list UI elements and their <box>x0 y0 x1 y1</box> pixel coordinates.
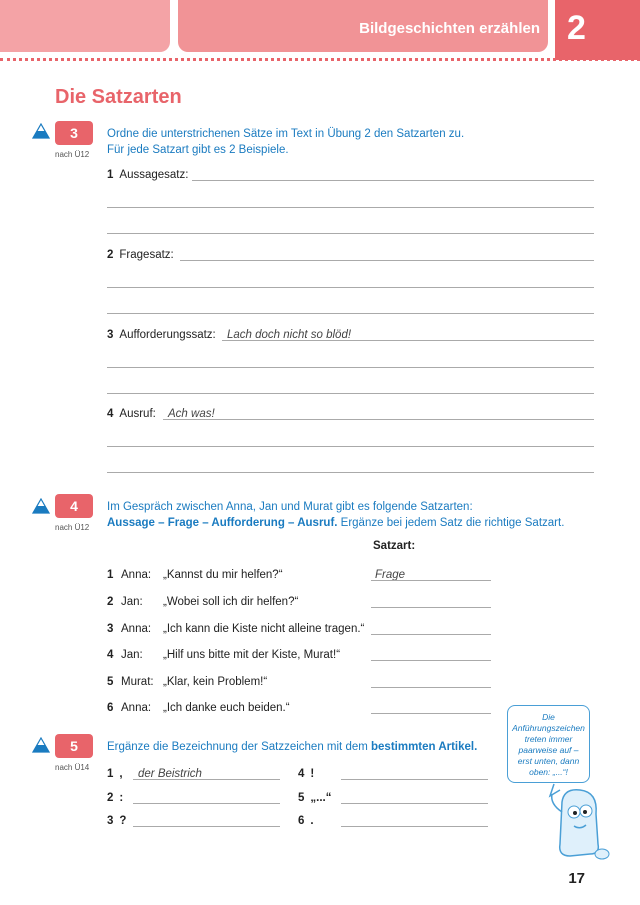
answer-line[interactable] <box>107 233 594 234</box>
answer-line[interactable] <box>107 472 594 473</box>
answer-line[interactable] <box>107 287 594 288</box>
task-number-badge: 3 <box>55 121 93 145</box>
column-header: Satzart: <box>373 540 416 552</box>
task-instruction: Im Gespräch zwischen Anna, Jan und Murat gibt es folgende Satzarten: Aussage – Frage – Aufforderung – Ausruf. Ergänze bei jedem Satz die richtige Satzart. <box>107 501 565 529</box>
answer-line[interactable] <box>341 826 488 827</box>
mascot-figure <box>540 782 615 862</box>
answer-line[interactable] <box>192 180 594 181</box>
answer-line[interactable] <box>371 687 491 688</box>
page-title: Die Satzarten <box>55 86 182 108</box>
task-instruction: Ergänze die Bezeichnung der Satzzeichen mit dem bestimmten Artikel. <box>107 741 478 753</box>
answer-line[interactable] <box>133 779 280 780</box>
task-number-badge: 5 <box>55 734 93 758</box>
dotted-divider <box>0 58 640 61</box>
task-reference: nach Ü12 <box>55 523 90 532</box>
header-tab-title <box>178 0 548 52</box>
answer-line[interactable] <box>107 367 594 368</box>
answer-line[interactable] <box>107 446 594 447</box>
answer-text: Lach doch nicht so blöd! <box>227 329 352 341</box>
answer-line[interactable] <box>222 340 594 341</box>
task-reference: nach Ü12 <box>55 150 90 159</box>
speech-bubble: Die Anführungszeichen treten immer paarweise auf – erst unten, dann oben: „...“! <box>507 705 590 783</box>
difficulty-pyramid-icon <box>32 498 50 514</box>
answer-line[interactable] <box>371 580 491 581</box>
answer-line[interactable] <box>371 660 491 661</box>
answer-text: der Beistrich <box>138 768 202 780</box>
answer-line[interactable] <box>107 313 594 314</box>
answer-line[interactable] <box>341 803 488 804</box>
answer-line[interactable] <box>341 779 488 780</box>
chapter-number: 2 <box>555 0 640 60</box>
answer-text: Frage <box>375 569 406 581</box>
answer-line[interactable] <box>371 713 491 714</box>
answer-line[interactable] <box>163 419 594 420</box>
section-title: Bildgeschichten erzählen <box>359 20 540 37</box>
answer-line[interactable] <box>371 607 491 608</box>
answer-line[interactable] <box>107 393 594 394</box>
answer-line[interactable] <box>107 207 594 208</box>
answer-line[interactable] <box>133 826 280 827</box>
task-number-badge: 4 <box>55 494 93 518</box>
answer-line[interactable] <box>133 803 280 804</box>
header-tab-left <box>0 0 170 52</box>
difficulty-pyramid-icon <box>32 123 50 139</box>
answer-line[interactable] <box>371 634 491 635</box>
task-instruction: Ordne die unterstrichenen Sätze im Text in Übung 2 den Satzarten zu. Für jede Satzart gibt es 2 Beispiele. <box>107 128 465 156</box>
page-number: 17 <box>568 870 585 887</box>
difficulty-pyramid-icon <box>32 737 50 753</box>
answer-line[interactable] <box>180 260 594 261</box>
task-reference: nach Ü14 <box>55 763 90 772</box>
answer-text: Ach was! <box>168 408 215 420</box>
